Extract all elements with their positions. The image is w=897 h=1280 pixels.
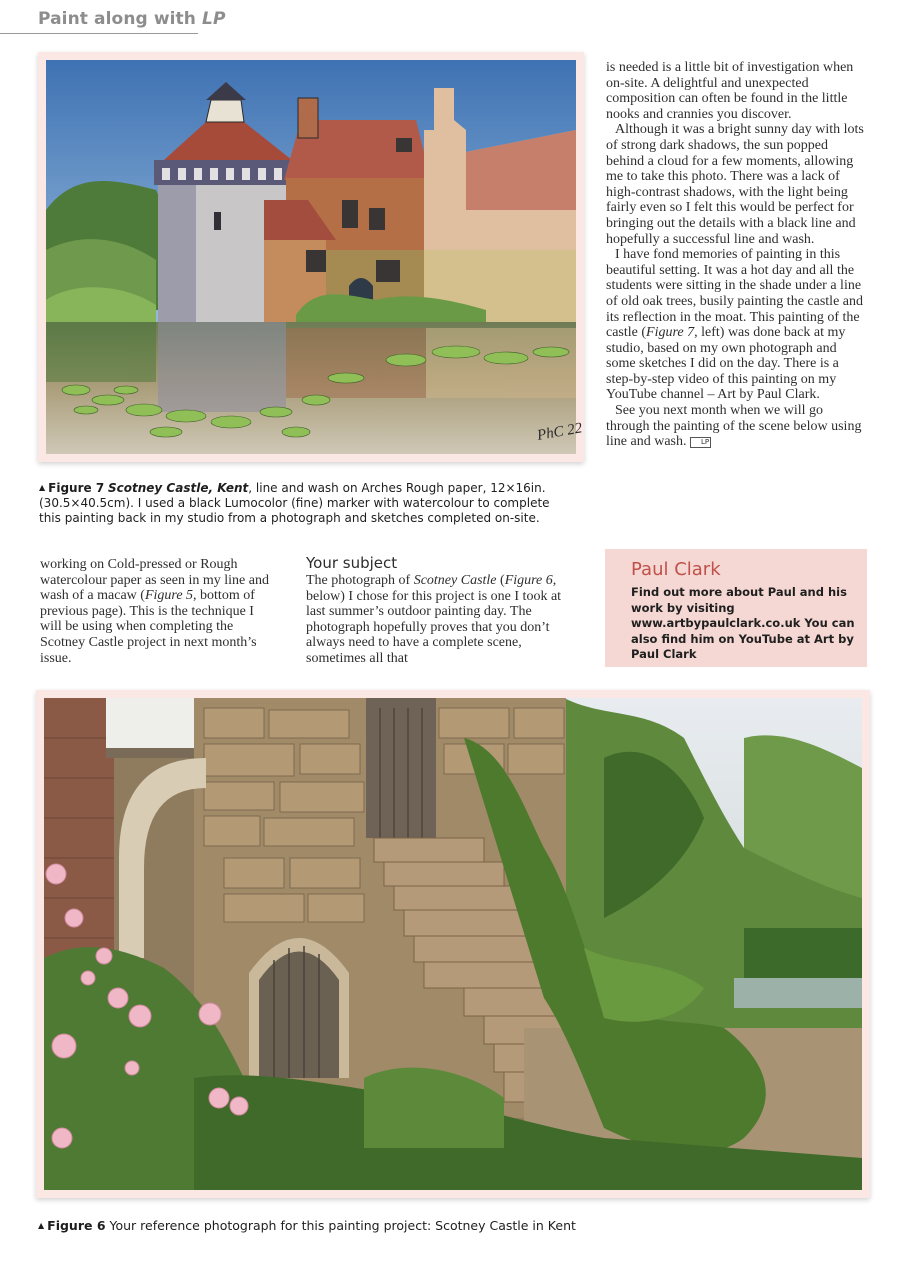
section-heading: Your subject: [306, 554, 398, 572]
author-name: Paul Clark: [631, 559, 721, 580]
figure-7-caption: ▲ Figure 7 Scotney Castle, Kent, line and wash on Arches Rough paper, 12×16in. (30.5×40.5cm). I used a black Lumocolor (fine) marker with watercolour to complete this painting back in my studio from a photograph and sketches completed on-site.: [39, 481, 550, 525]
body-column-middle: [306, 573, 562, 667]
paragraph: See you next month when we will go through the painting of the scene below using line and wash. LP: [606, 403, 862, 450]
author-info: Find out more about Paul and his work by visiting www.artbypaulclark.co.uk You can also find him on YouTube at Art by Paul Clark: [631, 585, 855, 661]
caption-triangle-icon: ▲: [38, 1221, 45, 1230]
paragraph: is needed is a little bit of investigation when on-site. A delightful and unexpected composition can often be found in the little nooks and crannies you discover.: [606, 60, 854, 122]
figure-7-frame: [38, 52, 584, 462]
end-mark-icon: LP: [690, 437, 711, 448]
figure-6-frame: [36, 690, 870, 1198]
running-header: [0, 8, 226, 34]
body-column-right: [606, 60, 864, 450]
paragraph: The photograph of Scotney Castle (Figure 6, below) I chose for this project is one I took at last summer’s outdoor painting day. The photograph hopefully proves that you don’t always need to have a complete scene, sometimes all that: [306, 573, 562, 666]
author-box: [605, 549, 867, 667]
body-column-left: [40, 557, 276, 666]
signature: PhC 22: [535, 420, 584, 444]
figure-6-photo: [44, 698, 862, 1190]
paragraph: I have fond memories of painting in this beautiful setting. It was a hot day and all the students were sitting in the shade under a line of old oak trees, busily painting the castle and its reflection in the moat. This painting of the castle (Figure 7, left) was done back at my studio, based on my own photograph and some sketches I did on the day. There is a step-by-step video of this painting on my YouTube channel – Art by Paul Clark.: [606, 247, 863, 403]
header-title: Paint along with LP: [38, 9, 226, 29]
figure-7-painting: [46, 60, 584, 454]
paragraph: Although it was a bright sunny day with lots of strong dark shadows, the sun popped behind a cloud for a few moments, allowing me to take this photo. There was a lack of high-contrast shadows, with the light being fairly even so I felt this would be perfect for bringing out the details with a black line and hopefully a successful line and wash.: [606, 122, 864, 247]
caption-triangle-icon: ▲: [39, 483, 46, 492]
figure-6-caption: ▲ Figure 6 Your reference photograph for this painting project: Scotney Castle in Kent: [38, 1218, 576, 1233]
paragraph: working on Cold-pressed or Rough watercolour paper as seen in my line and wash of a macaw (Figure 5, bottom of previous page). This is the technique I will be using when completing the Scotney Castle project in next month’s issue.: [40, 557, 269, 666]
